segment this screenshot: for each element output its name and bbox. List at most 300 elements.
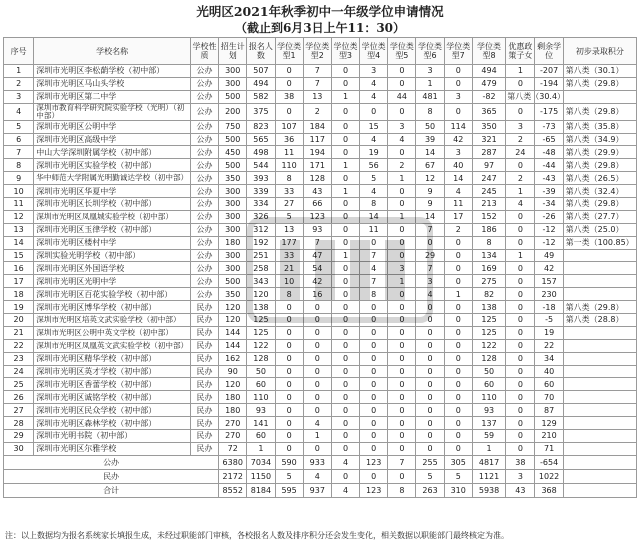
totals-cell: 0: [360, 469, 388, 483]
table-cell: 128: [303, 172, 331, 185]
table-cell: 247: [472, 172, 505, 185]
table-cell: 0: [506, 314, 535, 327]
table-cell: 0: [416, 326, 444, 339]
table-row: [4, 430, 637, 443]
table-cell: 0: [444, 378, 472, 391]
table-cell: 251: [247, 249, 275, 262]
table-cell: 125: [247, 314, 275, 327]
table-cell: 128: [472, 352, 505, 365]
totals-cell: [563, 469, 636, 483]
table-cell: 60: [535, 378, 563, 391]
table-cell: 42: [535, 262, 563, 275]
table-cell: 3: [416, 65, 444, 78]
table-cell: 125: [472, 326, 505, 339]
table-cell: 93: [303, 223, 331, 236]
table-cell: 0: [388, 352, 416, 365]
table-cell: 71: [535, 442, 563, 455]
table-cell: 15: [360, 120, 388, 133]
table-cell: 4: [303, 417, 331, 430]
table-cell: 0: [360, 301, 388, 314]
table-cell: 186: [472, 223, 505, 236]
table-cell: 0: [303, 365, 331, 378]
admission-score-cell: [563, 288, 636, 301]
school-name-cell: 深圳市光明区培英文武实验学校（初中部）: [34, 314, 191, 327]
table-cell: 180: [219, 404, 247, 417]
table-cell: -48: [535, 146, 563, 159]
table-cell: 0: [444, 301, 472, 314]
table-cell: 350: [219, 288, 247, 301]
admission-score-cell: [563, 430, 636, 443]
table-cell: 公办: [190, 103, 218, 120]
table-cell: 500: [219, 159, 247, 172]
table-cell: 0: [331, 275, 359, 288]
table-cell: 0: [506, 301, 535, 314]
table-cell: 26: [4, 391, 34, 404]
admission-score-cell: 第八类（28.8）: [563, 314, 636, 327]
col-header: 学位类型5: [388, 38, 416, 65]
table-cell: 50: [247, 365, 275, 378]
table-cell: 7: [360, 249, 388, 262]
table-cell: 4: [360, 77, 388, 90]
table-cell: 0: [303, 301, 331, 314]
table-cell: 0: [416, 378, 444, 391]
table-cell: 334: [247, 198, 275, 211]
table-cell: 0: [506, 210, 535, 223]
table-cell: -39: [535, 185, 563, 198]
table-cell: 9: [416, 185, 444, 198]
table-row: [4, 365, 637, 378]
table-cell: 180: [219, 236, 247, 249]
table-cell: 2: [303, 103, 331, 120]
table-cell: 0: [331, 339, 359, 352]
totals-cell: [563, 483, 636, 497]
table-cell: 481: [416, 90, 444, 103]
table-cell: 138: [247, 301, 275, 314]
table-cell: 36: [275, 133, 303, 146]
table-cell: 0: [388, 404, 416, 417]
table-cell: 0: [506, 77, 535, 90]
table-cell: 498: [247, 146, 275, 159]
table-cell: 14: [444, 172, 472, 185]
table-cell: 500: [219, 133, 247, 146]
table-cell: 0: [360, 314, 388, 327]
col-header: 学位类型1: [275, 38, 303, 65]
admission-score-cell: 第八类（32.4）: [563, 185, 636, 198]
table-cell: 民办: [190, 339, 218, 352]
table-cell: 0: [331, 103, 359, 120]
table-cell: 60: [247, 378, 275, 391]
table-cell: -207: [535, 65, 563, 78]
table-cell: 0: [506, 352, 535, 365]
table-cell: 14: [360, 210, 388, 223]
table-cell: 137: [472, 417, 505, 430]
totals-label: 合计: [4, 483, 219, 497]
table-cell: 0: [388, 417, 416, 430]
admission-score-cell: 第八类（30.1）: [563, 65, 636, 78]
table-header-row: [4, 38, 637, 65]
table-cell: 375: [247, 103, 275, 120]
table-cell: 117: [303, 133, 331, 146]
table-cell: 129: [535, 417, 563, 430]
school-name-cell: 深圳实验光明学校（初中部）: [34, 249, 191, 262]
totals-cell: 8184: [247, 483, 275, 497]
table-cell: 42: [303, 275, 331, 288]
table-cell: 0: [275, 404, 303, 417]
table-cell: 0: [416, 339, 444, 352]
table-cell: 0: [275, 314, 303, 327]
table-cell: 19: [360, 146, 388, 159]
totals-cell: 6380: [219, 455, 247, 469]
admission-score-cell: [563, 326, 636, 339]
table-cell: 0: [444, 262, 472, 275]
table-cell: 152: [472, 210, 505, 223]
table-cell: 162: [219, 352, 247, 365]
table-cell: -5: [535, 314, 563, 327]
table-cell: 0: [275, 365, 303, 378]
table-cell: 4: [360, 133, 388, 146]
table-cell: 4: [416, 288, 444, 301]
table-row: [4, 339, 637, 352]
table-cell: -34: [535, 198, 563, 211]
table-cell: 0: [303, 352, 331, 365]
table-cell: 8: [360, 288, 388, 301]
table-cell: 245: [472, 185, 505, 198]
table-cell: 120: [247, 288, 275, 301]
table-cell: 19: [4, 301, 34, 314]
school-name-cell: 深圳市光明区外国语学校: [34, 262, 191, 275]
table-cell: -26: [535, 210, 563, 223]
table-cell: 0: [275, 77, 303, 90]
table-cell: 1: [506, 249, 535, 262]
table-cell: 177: [275, 236, 303, 249]
table-cell: 0: [506, 442, 535, 455]
table-cell: 87: [535, 404, 563, 417]
table-cell: 300: [219, 223, 247, 236]
table-cell: 30: [4, 442, 34, 455]
admission-score-cell: [563, 417, 636, 430]
table-cell: 0: [506, 378, 535, 391]
table-cell: 民办: [190, 430, 218, 443]
totals-cell: 368: [535, 483, 563, 497]
table-cell: 0: [388, 378, 416, 391]
table-row: [4, 352, 637, 365]
admission-score-cell: 第八类（29.9）: [563, 146, 636, 159]
table-cell: 393: [247, 172, 275, 185]
table-cell: 350: [472, 120, 505, 133]
table-cell: 0: [275, 378, 303, 391]
footnote: 注：以上数据均为报名系统家长填报生成，未经过职能部门审核，各校报名人数及排序积分还会发生变化，相关数据以职能部门最终核定为准。: [5, 531, 509, 540]
table-cell: 5: [360, 172, 388, 185]
totals-label: 公办: [4, 455, 219, 469]
table-cell: 24: [506, 146, 535, 159]
school-name-cell: 华中师范大学附属光明勤诚达学校（初中部）: [34, 172, 191, 185]
table-cell: 3: [388, 120, 416, 133]
admission-score-cell: 第八类（26.5）: [563, 172, 636, 185]
table-cell: 20: [4, 314, 34, 327]
table-cell: 0: [444, 326, 472, 339]
table-cell: 0: [331, 442, 359, 455]
admission-score-cell: 第八类（25.0）: [563, 223, 636, 236]
table-cell: 0: [444, 77, 472, 90]
table-cell: 0: [388, 365, 416, 378]
table-cell: 16: [303, 288, 331, 301]
table-cell: 4: [388, 133, 416, 146]
school-name-cell: 深圳市光明区博华学校（初中部）: [34, 301, 191, 314]
table-cell: 138: [472, 301, 505, 314]
table-cell: 0: [444, 65, 472, 78]
table-cell: 120: [219, 378, 247, 391]
table-cell: 0: [275, 391, 303, 404]
table-cell: 公办: [190, 275, 218, 288]
table-cell: 114: [444, 120, 472, 133]
table-cell: 0: [388, 65, 416, 78]
table-row: [4, 172, 637, 185]
school-name-cell: 中山大学深圳附属学校（初中部）: [34, 146, 191, 159]
table-cell: 1: [247, 442, 275, 455]
table-cell: 507: [247, 65, 275, 78]
totals-cell: 0: [331, 469, 359, 483]
table-cell: 0: [444, 442, 472, 455]
table-cell: 0: [331, 288, 359, 301]
table-cell: 0: [331, 417, 359, 430]
table-cell: 42: [444, 133, 472, 146]
table-cell: 0: [303, 314, 331, 327]
table-cell: 110: [247, 391, 275, 404]
admission-score-cell: [563, 249, 636, 262]
table-cell: 7: [416, 223, 444, 236]
table-cell: 194: [303, 146, 331, 159]
school-name-cell: 深圳市光明区高级中学: [34, 133, 191, 146]
table-cell: 300: [219, 198, 247, 211]
table-row: [4, 236, 637, 249]
table-cell: 0: [360, 365, 388, 378]
application-table: [3, 37, 637, 498]
table-cell: 3: [388, 262, 416, 275]
table-cell: 3: [360, 65, 388, 78]
admission-score-cell: [563, 90, 636, 103]
admission-score-cell: 第八类（29.8）: [563, 198, 636, 211]
table-cell: 0: [506, 288, 535, 301]
table-cell: 0: [331, 314, 359, 327]
table-cell: 0: [416, 236, 444, 249]
totals-cell: 7: [388, 455, 416, 469]
table-cell: -12: [535, 223, 563, 236]
table-row: [4, 378, 637, 391]
table-cell: 公办: [190, 262, 218, 275]
totals-row: [4, 483, 637, 497]
table-cell: 0: [416, 365, 444, 378]
table-cell: 4: [360, 262, 388, 275]
totals-cell: 2172: [219, 469, 247, 483]
table-cell: 0: [388, 236, 416, 249]
totals-cell: 38: [506, 455, 535, 469]
table-cell: 4: [360, 90, 388, 103]
table-cell: 11: [4, 198, 34, 211]
table-cell: 312: [247, 223, 275, 236]
table-cell: 823: [247, 120, 275, 133]
table-cell: 2: [444, 223, 472, 236]
table-cell: 210: [535, 430, 563, 443]
table-cell: 0: [388, 288, 416, 301]
table-cell: 8: [4, 159, 34, 172]
table-row: [4, 249, 637, 262]
table-cell: 0: [360, 430, 388, 443]
totals-cell: 4817: [472, 455, 505, 469]
table-cell: 0: [331, 391, 359, 404]
school-name-cell: 深圳市光明区楼村中学: [34, 236, 191, 249]
table-cell: 0: [388, 198, 416, 211]
table-cell: 122: [247, 339, 275, 352]
table-cell: 72: [219, 442, 247, 455]
table-cell: 0: [331, 198, 359, 211]
table-cell: 6: [4, 133, 34, 146]
table-cell: 0: [416, 417, 444, 430]
admission-score-cell: [563, 339, 636, 352]
table-row: [4, 288, 637, 301]
table-cell: 2: [506, 133, 535, 146]
totals-cell: 43: [506, 483, 535, 497]
table-cell: 0: [331, 223, 359, 236]
table-cell: 3: [4, 90, 34, 103]
table-cell: 27: [275, 198, 303, 211]
table-cell: 0: [275, 352, 303, 365]
table-cell: 494: [247, 77, 275, 90]
totals-cell: 5: [275, 469, 303, 483]
table-cell: 8: [275, 172, 303, 185]
table-cell: 22: [535, 339, 563, 352]
col-header: 学校性质: [190, 38, 218, 65]
table-cell: 169: [472, 262, 505, 275]
totals-cell: 255: [416, 455, 444, 469]
table-cell: 97: [472, 159, 505, 172]
table-cell: -43: [535, 172, 563, 185]
school-name-cell: 深圳市光明区英才学校（初中部）: [34, 365, 191, 378]
table-cell: 9: [4, 172, 34, 185]
table-cell: 公办: [190, 210, 218, 223]
totals-cell: 595: [275, 483, 303, 497]
totals-cell: 7034: [247, 455, 275, 469]
table-cell: 0: [444, 404, 472, 417]
table-row: [4, 120, 637, 133]
table-row: [4, 146, 637, 159]
table-cell: 0: [360, 442, 388, 455]
table-cell: 321: [472, 133, 505, 146]
table-cell: 29: [4, 430, 34, 443]
table-cell: 11: [360, 223, 388, 236]
table-cell: 0: [360, 236, 388, 249]
table-cell: 192: [247, 236, 275, 249]
table-cell: 1: [331, 185, 359, 198]
table-cell: 40: [444, 159, 472, 172]
table-cell: 0: [444, 430, 472, 443]
table-cell: 66: [303, 198, 331, 211]
table-cell: 10: [275, 275, 303, 288]
totals-cell: -654: [535, 455, 563, 469]
table-cell: 300: [219, 249, 247, 262]
table-cell: 1: [331, 159, 359, 172]
table-cell: -12: [535, 236, 563, 249]
table-cell: 0: [275, 326, 303, 339]
school-name-cell: 深圳市光明区华夏中学: [34, 185, 191, 198]
totals-cell: 4: [303, 469, 331, 483]
table-cell: 0: [331, 430, 359, 443]
admission-score-cell: [563, 262, 636, 275]
table-cell: 1: [4, 65, 34, 78]
table-cell: 1: [388, 172, 416, 185]
school-name-cell: 深圳市光明区凤凰城实验学校（初中部）: [34, 210, 191, 223]
school-name-cell: 深圳市光明区香蕾学校（初中部）: [34, 378, 191, 391]
table-cell: 25: [4, 378, 34, 391]
table-cell: 民办: [190, 326, 218, 339]
totals-cell: 590: [275, 455, 303, 469]
table-cell: 0: [388, 77, 416, 90]
totals-cell: 1022: [535, 469, 563, 483]
table-cell: 2: [4, 77, 34, 90]
table-cell: 0: [444, 249, 472, 262]
table-cell: 0: [331, 378, 359, 391]
table-cell: 公办: [190, 133, 218, 146]
totals-cell: 263: [416, 483, 444, 497]
school-name-cell: 深圳市光明区第二中学: [34, 90, 191, 103]
totals-cell: 4: [331, 455, 359, 469]
admission-score-cell: 第八类（27.7）: [563, 210, 636, 223]
school-name-cell: 深圳市光明区凤凰英文武实验学校（初中部）: [34, 339, 191, 352]
totals-cell: 5: [444, 469, 472, 483]
table-cell: 0: [416, 301, 444, 314]
table-cell: 0: [416, 404, 444, 417]
totals-cell: 933: [303, 455, 331, 469]
table-cell: 0: [388, 185, 416, 198]
table-cell: 270: [219, 417, 247, 430]
table-cell: 0: [360, 378, 388, 391]
table-cell: 14: [4, 236, 34, 249]
table-cell: 0: [388, 103, 416, 120]
table-cell: 0: [506, 339, 535, 352]
table-cell: 120: [219, 314, 247, 327]
table-row: [4, 90, 637, 103]
table-cell: 0: [388, 223, 416, 236]
table-cell: 10: [4, 185, 34, 198]
school-name-cell: 深圳市光明区尔雅学校: [34, 442, 191, 455]
table-cell: 0: [444, 417, 472, 430]
admission-score-cell: [563, 275, 636, 288]
table-cell: 14: [416, 146, 444, 159]
table-cell: -44: [535, 159, 563, 172]
table-cell: 29: [416, 249, 444, 262]
table-row: [4, 185, 637, 198]
table-cell: 0: [331, 326, 359, 339]
table-cell: 82: [472, 288, 505, 301]
table-cell: 0: [388, 430, 416, 443]
table-cell: 180: [219, 391, 247, 404]
totals-cell: 8552: [219, 483, 247, 497]
table-cell: 0: [303, 339, 331, 352]
school-name-cell: 深圳市光明区长圳学校（初中部）: [34, 198, 191, 211]
table-cell: 17: [4, 275, 34, 288]
table-cell: 14: [416, 210, 444, 223]
table-cell: 200: [219, 103, 247, 120]
table-row: [4, 404, 637, 417]
table-cell: 0: [444, 352, 472, 365]
table-cell: 民办: [190, 417, 218, 430]
school-name-cell: 深圳市光明区公明中学: [34, 120, 191, 133]
school-name-cell: 深圳市光明区李松蓢学校（初中部）: [34, 65, 191, 78]
table-cell: 0: [444, 103, 472, 120]
admission-score-cell: [563, 378, 636, 391]
table-cell: 18: [4, 288, 34, 301]
table-cell: 7: [416, 262, 444, 275]
table-cell: 270: [219, 430, 247, 443]
